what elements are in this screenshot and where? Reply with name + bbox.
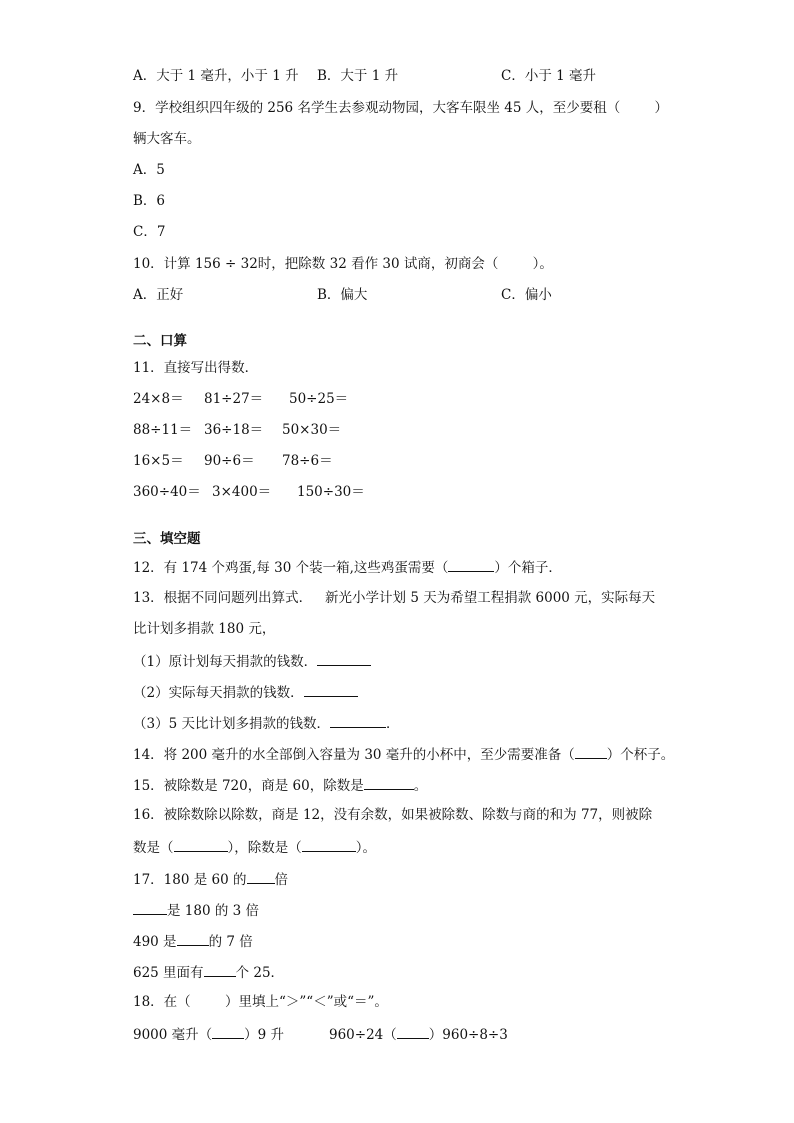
q16-stem-line2: [133, 838, 376, 856]
q16-stem-line1: 16．被除数除以除数，商是 12，没有余数，如果被除数、除数与商的和为 77，则被除: [133, 807, 653, 823]
q15-stem: [133, 776, 427, 794]
oral-calc-item: 24×8＝: [133, 391, 184, 407]
q9-option-a: A．5: [133, 162, 165, 178]
q17-blank-3[interactable]: [177, 932, 209, 946]
q13-sub-3: [133, 714, 399, 732]
q17-line4: [133, 963, 284, 981]
q12-answer-blank[interactable]: [448, 558, 494, 572]
q16-divisor-blank[interactable]: [302, 838, 356, 852]
q17-l3-text-b: 的 7 倍: [208, 934, 253, 950]
q13-stem-line1: 13．根据不同问题列出算式． 新光小学计划 5 天为希望工程捐款 6000 元，实际每天: [133, 590, 656, 606]
q15-answer-blank[interactable]: [364, 776, 414, 790]
q13-sub-3-end: ．: [385, 716, 400, 732]
q9-option-b: B．6: [133, 193, 166, 209]
oral-calc-item: 50÷25＝: [289, 391, 349, 407]
q14-text-b: ）个杯子。: [606, 747, 675, 763]
q17-line2: [133, 901, 259, 919]
q9-option-c: C．7: [133, 224, 166, 240]
q16-text-b: ），除数是（: [227, 840, 302, 856]
oral-calc-item: 78÷6＝: [282, 453, 333, 469]
oral-calc-item: 50×30＝: [282, 422, 342, 438]
q18-compare-1: [133, 1025, 284, 1043]
q10-option-a: A．正好: [133, 287, 184, 303]
q8-option-b: B．大于 1 升: [317, 68, 399, 84]
q11-stem: 11．直接写出得数．: [133, 360, 259, 376]
q13-sub-1-text: （1）原计划每天捐款的钱数．: [133, 654, 318, 670]
oral-calc-item: 88÷11＝: [133, 422, 193, 438]
q18-compare-2: [329, 1025, 508, 1043]
q17-line1: [133, 870, 288, 888]
q17-blank-1[interactable]: [247, 870, 275, 884]
oral-calc-item: 81÷27＝: [204, 391, 264, 407]
q17-l3-text-a: 490 是: [133, 934, 177, 950]
q17-blank-2[interactable]: [133, 901, 167, 915]
oral-calc-item: 360÷40＝: [133, 484, 201, 500]
q14-stem: [133, 745, 674, 763]
q14-text-a: 14．将 200 毫升的水全部倒入容量为 30 毫升的小杯中，至少需要准备（: [133, 747, 575, 763]
q13-sub-2: [133, 683, 358, 701]
oral-calc-item: 36÷18＝: [204, 422, 264, 438]
q10-option-c: C．偏小: [501, 287, 552, 303]
oral-calc-item: 90÷6＝: [204, 453, 255, 469]
q13-sub-3-text: （3）5 天比计划多捐款的钱数．: [133, 716, 330, 732]
q13-stem-line2: 比计划多捐款 180 元，: [133, 621, 276, 637]
q9-stem-line1: 9．学校组织四年级的 256 名学生去参观动物园，大客车限坐 45 人，至少要租（ ）: [133, 100, 669, 116]
q16-text-a: 数是（: [133, 840, 174, 856]
q18-stem: 18．在（ ）里填上“＞”“＜”或“＝”。: [133, 994, 388, 1010]
q13-sub-3-blank[interactable]: [330, 714, 386, 728]
q10-stem: 10．计算 156 ÷ 32时，把除数 32 看作 30 试商，初商会（ ）。: [133, 256, 553, 272]
q16-dividend-blank[interactable]: [174, 838, 228, 852]
q16-text-c: ）。: [355, 840, 376, 856]
q18-text-d: ）960÷8÷3: [428, 1027, 508, 1043]
q17-line3: [133, 932, 253, 950]
q13-sub-1: [133, 652, 371, 670]
q9-stem-line2: 辆大客车。: [133, 131, 201, 147]
q15-text-b: 。: [413, 778, 428, 794]
q14-answer-blank[interactable]: [575, 745, 607, 759]
section-2-heading: 二、口算: [133, 333, 187, 349]
q17-blank-4[interactable]: [204, 963, 236, 977]
q18-blank-1[interactable]: [212, 1025, 244, 1039]
q17-l1-text-a: 17．180 是 60 的: [133, 872, 247, 888]
q17-l2-text-b: 是 180 的 3 倍: [167, 903, 260, 919]
q18-text-a: 9000 毫升（: [133, 1027, 213, 1043]
oral-calc-item: 3×400＝: [212, 484, 272, 500]
q13-sub-2-text: （2）实际每天捐款的钱数．: [133, 685, 304, 701]
q12-text-b: ）个箱子．: [494, 560, 562, 576]
q17-l4-text-a: 625 里面有: [133, 965, 204, 981]
section-3-heading: 三、填空题: [133, 531, 201, 547]
q12-stem: [133, 558, 562, 576]
oral-calc-item: 16×5＝: [133, 453, 184, 469]
q10-option-b: B．偏大: [317, 287, 368, 303]
oral-calc-item: 150÷30＝: [297, 484, 365, 500]
q17-l4-text-b: 个 25．: [235, 965, 285, 981]
q15-text-a: 15．被除数是 720，商是 60，除数是: [133, 778, 364, 794]
q12-text-a: 12．有 174 个鸡蛋,每 30 个装一箱,这些鸡蛋需要（: [133, 560, 449, 576]
q18-blank-2[interactable]: [397, 1025, 429, 1039]
q13-sub-2-blank[interactable]: [304, 683, 358, 697]
q13-sub-1-blank[interactable]: [317, 652, 371, 666]
q8-option-c: C．小于 1 毫升: [501, 68, 597, 84]
q18-text-b: ）9 升: [244, 1027, 285, 1043]
q8-option-a: A．大于 1 毫升，小于 1 升: [133, 68, 299, 84]
q17-l1-text-b: 倍: [274, 872, 288, 888]
q18-text-c: 960÷24（: [329, 1027, 397, 1043]
